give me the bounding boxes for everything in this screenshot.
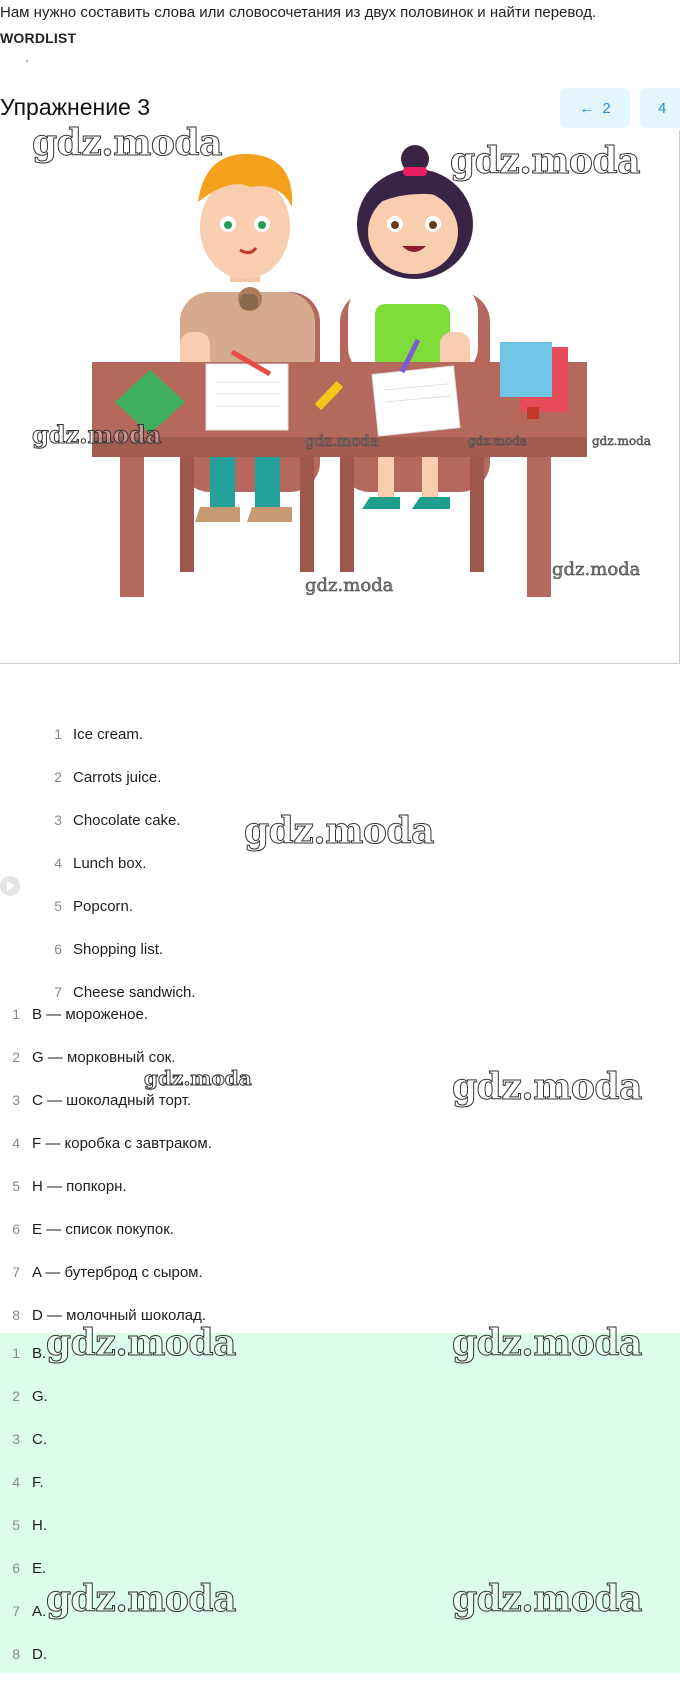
list-item: [46, 941, 163, 958]
watermark: gdz.moda: [452, 1066, 642, 1108]
item-text: D — молочный шоколад.: [32, 1307, 206, 1324]
watermark: gdz.moda: [32, 122, 222, 164]
item-number: 4: [12, 1474, 20, 1490]
prev-exercise-label: 2: [602, 99, 611, 117]
list-item: [6, 1388, 48, 1405]
item-number: 6: [54, 941, 62, 957]
list-item: [6, 1135, 212, 1152]
item-text: H.: [32, 1517, 47, 1534]
list-item: [6, 1474, 44, 1491]
item-text: B — мороженое.: [32, 1006, 149, 1023]
list-item: [6, 1560, 46, 1577]
item-text: C — шоколадный торт.: [32, 1092, 192, 1109]
item-number: 7: [12, 1603, 20, 1619]
item-text: Lunch box.: [73, 855, 147, 872]
item-number: 7: [12, 1264, 20, 1280]
answers-panel: [0, 1333, 680, 1673]
wordlist-link[interactable]: WORDLIST: [0, 30, 77, 46]
watermark: gdz.moda: [592, 434, 651, 448]
watermark: gdz.moda: [452, 1322, 642, 1364]
item-text: Cheese sandwich.: [73, 984, 196, 1001]
item-text: Shopping list.: [73, 941, 164, 958]
item-text: E — список покупок.: [32, 1221, 174, 1238]
item-number: 1: [12, 1345, 20, 1361]
list-item: [6, 1603, 46, 1620]
item-number: 2: [54, 769, 62, 785]
item-number: 5: [12, 1178, 20, 1194]
next-exercise-button[interactable]: [640, 88, 680, 128]
item-text: A.: [32, 1603, 47, 1620]
item-text: B.: [32, 1345, 47, 1362]
item-number: 5: [54, 898, 62, 914]
item-number: 3: [12, 1431, 20, 1447]
item-number: 4: [12, 1135, 20, 1151]
item-text: Popcorn.: [73, 898, 134, 915]
watermark: gdz.moda: [46, 1578, 236, 1620]
item-number: 5: [12, 1517, 20, 1533]
item-text: F.: [32, 1474, 44, 1491]
exercise-title: Упражнение 3: [0, 94, 151, 120]
list-item: [6, 1646, 47, 1663]
list-item: [6, 1431, 47, 1448]
item-number: 4: [54, 855, 62, 871]
decorative-dot: [26, 60, 28, 62]
item-text: Carrots juice.: [73, 769, 162, 786]
list-item: [46, 898, 133, 915]
list-item: [6, 1006, 148, 1023]
item-text: G — морковный сок.: [32, 1049, 176, 1066]
arrow-left-icon: ←: [579, 99, 595, 117]
watermark: gdz.moda: [46, 1322, 236, 1364]
item-number: 3: [54, 812, 62, 828]
next-exercise-label: 4: [658, 99, 667, 117]
watermark: gdz.moda: [552, 559, 641, 580]
item-number: 8: [12, 1646, 20, 1662]
watermark: gdz.moda: [450, 140, 640, 182]
item-number: 1: [12, 1006, 20, 1022]
watermark: gdz.moda: [305, 575, 394, 596]
list-item: [46, 855, 146, 872]
list-item: [6, 1517, 47, 1534]
item-number: 6: [12, 1221, 20, 1237]
item-text: D.: [32, 1646, 47, 1663]
item-number: 8: [12, 1307, 20, 1323]
item-text: Ice cream.: [73, 726, 144, 743]
item-number: 3: [12, 1092, 20, 1108]
item-text: A — бутерброд с сыром.: [32, 1264, 203, 1281]
list-item: [46, 984, 196, 1001]
item-number: 7: [54, 984, 62, 1000]
watermark: gdz.moda: [305, 432, 379, 450]
watermark: gdz.moda: [144, 1066, 252, 1090]
list-item: [6, 1178, 127, 1195]
item-text: F — коробка с завтраком.: [32, 1135, 212, 1152]
play-icon[interactable]: [0, 876, 20, 896]
item-text: G.: [32, 1388, 48, 1405]
watermark: gdz.moda: [244, 810, 434, 852]
item-text: Chocolate cake.: [73, 812, 181, 829]
list-item: [46, 769, 161, 786]
item-number: 1: [54, 726, 62, 742]
list-item: [6, 1264, 203, 1281]
item-text: E.: [32, 1560, 47, 1577]
list-item: [46, 726, 143, 743]
watermark: gdz.moda: [452, 1578, 642, 1620]
list-item: [6, 1092, 191, 1109]
intro-text: Нам нужно составить слова или словосочетания из двух половинок и найти перевод.: [0, 4, 597, 21]
list-item: [46, 812, 181, 829]
item-text: C.: [32, 1431, 47, 1448]
watermark: gdz.moda: [32, 420, 162, 449]
list-item: [6, 1221, 174, 1238]
item-number: 6: [12, 1560, 20, 1576]
watermark: gdz.moda: [468, 434, 527, 448]
item-text: H — попкорн.: [32, 1178, 127, 1195]
prev-exercise-button[interactable]: [560, 88, 630, 128]
item-number: 2: [12, 1049, 20, 1065]
list-item: [6, 1049, 175, 1066]
list-item: [6, 1345, 46, 1362]
item-number: 2: [12, 1388, 20, 1404]
